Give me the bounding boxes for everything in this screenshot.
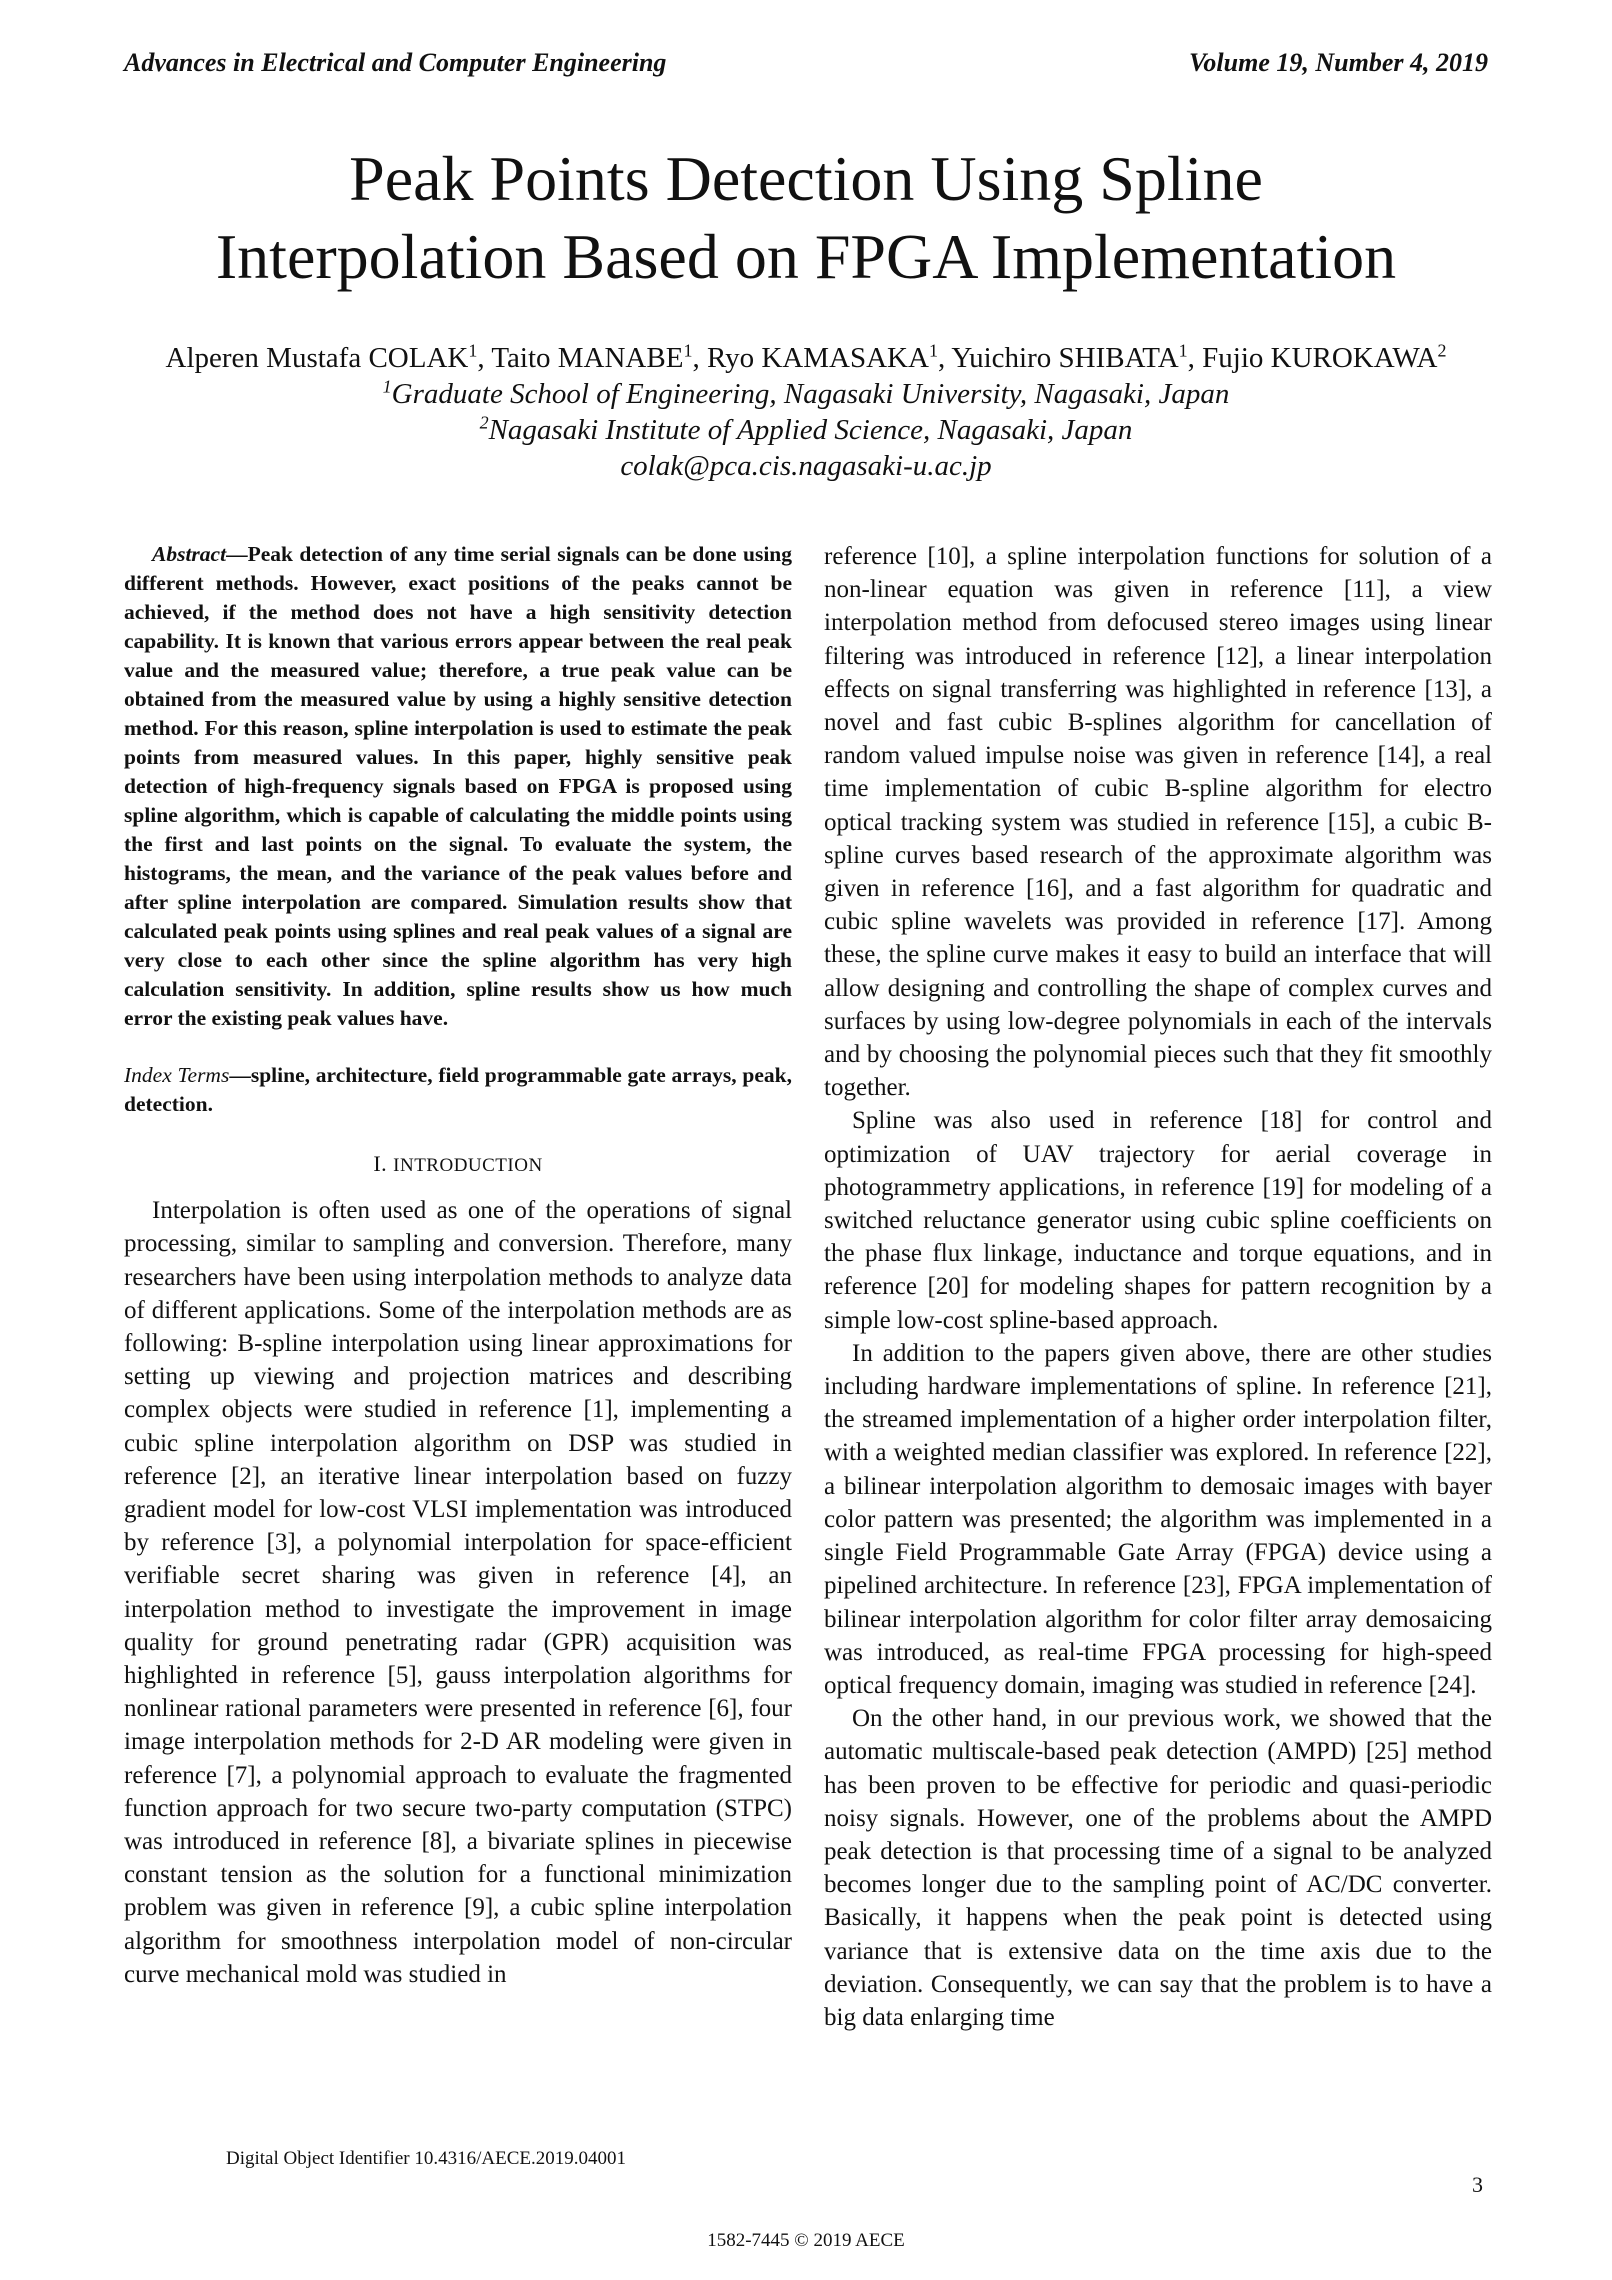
author-list: Alperen Mustafa COLAK$^1$, Taito MANABE$^1$, Ryo KAMASAKA$^1$, Yuichiro SHIBATA$^1$, Fujio KUROKAWA$^2$ [165, 340, 1447, 374]
affiliation-2: $^2$Nagasaki Institute of Applied Science, Nagasaki, Japan [479, 412, 1133, 446]
right-column [824, 540, 1492, 2034]
section-heading-introduction: I. INTRODUCTION [373, 1151, 543, 1176]
doi-footnote: Digital Object Identifier 10.4316/AECE.2019.04001 [226, 2148, 626, 2169]
contact-email[interactable]: colak@pca.cis.nagasaki-u.ac.jp [620, 450, 992, 482]
running-header [124, 48, 1488, 88]
affiliation-1: $^1$Graduate School of Engineering, Nagasaki University, Nagasaki, Japan [382, 376, 1230, 410]
title-line-1: Peak Points Detection Using Spline [349, 143, 1263, 214]
copyright-notice: 1582-7445 © 2019 AECE [707, 2230, 905, 2251]
abstract: Abstract—Peak detection of any time serial signals can be done using different methods. However, exact positions of the peaks cannot be achieved, if the method does not have a high sensitivity detection capability. It is known that various errors appear between the real peak value and the measured value; therefore, a true peak value can be obtained from the measured value by using a highly sensitive detection method. For this reason, spline interpolation is used to estimate the peak points from measured values. In this paper, highly sensitive peak detection of high-frequency signals based on FPGA is proposed using spline algorithm, which is capable of calculating the middle points using the first and last points on the signal. To evaluate the system, the histograms, the mean, and the variance of the peak values before and after spline interpolation are compared. Simulation results show that calculated peak points using splines and real peak values of a signal are very close to each other since the spline algorithm has very high calculation sensitivity. In addition, spline results show us how much error the existing peak values have. [124, 542, 792, 1030]
author-2: , Taito MANABE [477, 342, 684, 374]
index-terms: Index Terms—spline, architecture, field programmable gate arrays, peak, detection. [124, 1063, 792, 1116]
volume-info: Volume 19, Number 4, 2019 [1188, 48, 1488, 77]
left-column [124, 540, 792, 1991]
journal-name: Advances in Electrical and Computer Engineering [124, 48, 667, 77]
intro-paragraph-1-continued: reference [10], a spline interpolation functions for solution of a non-linear equation was given in reference [11], a view interpolation method from defocused stereo images using linear filtering was introduced in reference [12], a linear interpolation effects on signal transferring was highlighted in reference [13], a novel and fast cubic B-splines algorithm for cancellation of random valued impulse noise was given in reference [14], a real time implementation of cubic B-spline algorithm for electro optical tracking system was studied in reference [15], a cubic B-spline curves based research of the approximate algorithm was given in reference [16], and a fast algorithm for quadratic and cubic spline wavelets was provided in reference [17]. Among these, the spline curve makes it easy to build an interface that will allow designing and controlling the shape of complex curves and surfaces by using low-degree polynomials in each of the intervals and by choosing the polynomial pieces such that they fit smoothly together. [824, 543, 1492, 1102]
intro-paragraph-1: Interpolation is often used as one of the operations of signal processing, similar to sampling and conversion. Therefore, many researchers have been using interpolation methods to analyze data of different applications. Some of the interpolation methods are as following: B-spline interpolation using linear approximations for setting up viewing and projection matrices and describing complex objects were studied in reference [1], implementing a cubic spline interpolation algorithm on DSP was studied in reference [2], an iterative linear interpolation based on fuzzy gradient model for low-cost VLSI implementation was introduced by reference [3], a polynomial interpolation for space-efficient verifiable secret sharing was given in reference [4], an interpolation method to investigate the improvement in image quality for ground penetrating radar (GPR) acquisition was highlighted in reference [5], gauss interpolation algorithms for nonlinear rational parameters were presented in reference [6], four image interpolation methods for 2-D AR modeling were given in reference [7], a polynomial approach to evaluate the fragmented function approach for two secure two-party computation (STPC) was introduced in reference [8], a bivariate splines in piecewise constant tension as the solution for a functional minimization problem was given in reference [9], a cubic spline interpolation algorithm for smoothness interpolation model of non-circular curve mechanical mold was studied in [124, 1197, 792, 1988]
author-block [100, 340, 1512, 484]
author-4: , Yuichiro SHIBATA [937, 342, 1179, 374]
author-5: , Fujio KUROKAWA [1187, 342, 1438, 374]
page-number: 3 [1472, 2172, 1483, 2197]
author-1: Alperen Mustafa COLAK [165, 342, 469, 374]
intro-paragraph-2: Spline was also used in reference [18] for control and optimization of UAV trajectory for aerial coverage in photogrammetry applications, in reference [19] for modeling of a switched reluctance generator using cubic spline coefficients on the phase flux linkage, inductance and torque equations, and in reference [20] for modeling shapes for pattern recognition by a simple low-cost spline-based approach. [824, 1107, 1492, 1334]
intro-paragraph-3: In addition to the papers given above, there are other studies including hardware implementations of spline. In reference [21], the streamed implementation of a higher order interpolation filter, with a weighted median classifier was explored. In reference [22], a bilinear interpolation algorithm to demosaic images with bayer color pattern was presented; the algorithm was implemented in a single Field Programmable Gate Array (FPGA) device using a pipelined architecture. In reference [23], FPGA implementation of bilinear interpolation algorithm for color filter array demosaicing was introduced, as real-time FPGA processing for high-speed optical frequency domain, imaging was studied in reference [24]. [824, 1339, 1492, 1699]
paper-title [124, 140, 1488, 296]
author-3: , Ryo KAMASAKA [692, 342, 929, 374]
intro-paragraph-4: On the other hand, in our previous work, we showed that the automatic multiscale-based peak detection (AMPD) [25] method has been proven to be effective for periodic and quasi-periodic noisy signals. However, one of the problems about the AMPD peak detection is that processing time of a signal to be analyzed becomes longer due to the sampling point of AC/DC converter. Basically, it happens when the peak point is detected using variance that is extensive data on the time axis due to the deviation. Consequently, we can say that the problem is to have a big data enlarging time [824, 1705, 1492, 2031]
title-line-2: Interpolation Based on FPGA Implementation [215, 221, 1397, 292]
